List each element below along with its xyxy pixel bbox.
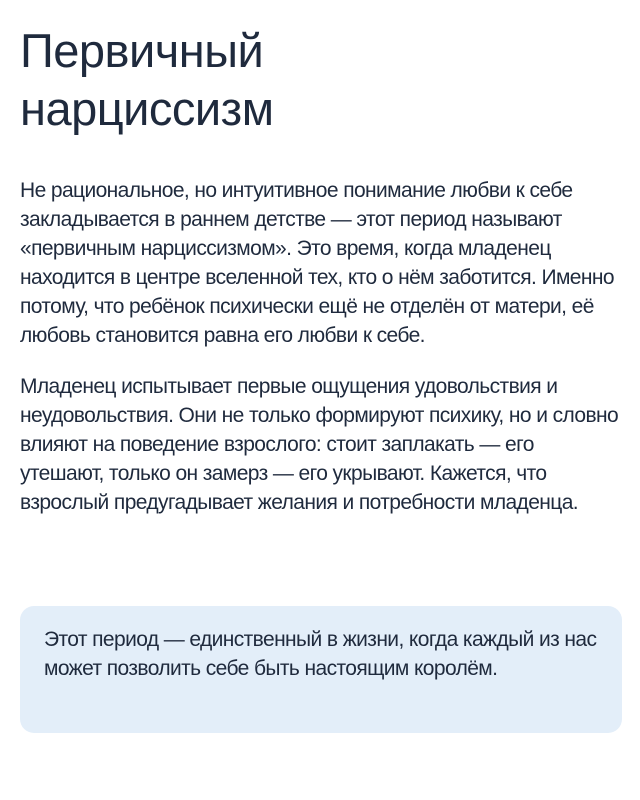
title-line-2: нарциссизм bbox=[20, 82, 274, 135]
title-line-1: Первичный bbox=[20, 24, 264, 77]
page-title bbox=[20, 22, 620, 138]
paragraph-1: Не рациональное, но интуитивное понимание любви к себе закладывается в раннем детстве — этот период называют «первичным нарциссизмом». Это время, когда младенец находится в центре вселенной тех, кто о нём заботится. Именно потому, что ребёнок психически ещё не отделён от матери, её любовь становится равна его любви к себе. bbox=[20, 179, 614, 347]
callout-text: Этот период — единственный в жизни, когда каждый из нас может позволить себе быть настоящим королём. bbox=[44, 628, 597, 680]
paragraph-2: Младенец испытывает первые ощущения удовольствия и неудовольствия. Они не только формируют психику, но и словно влияют на поведение взрослого: стоит заплакать — его утешают, только он замерз — его укрывают. Кажется, что взрослый предугадывает желания и потребности младенца. bbox=[20, 375, 619, 514]
highlight-callout bbox=[20, 606, 622, 733]
